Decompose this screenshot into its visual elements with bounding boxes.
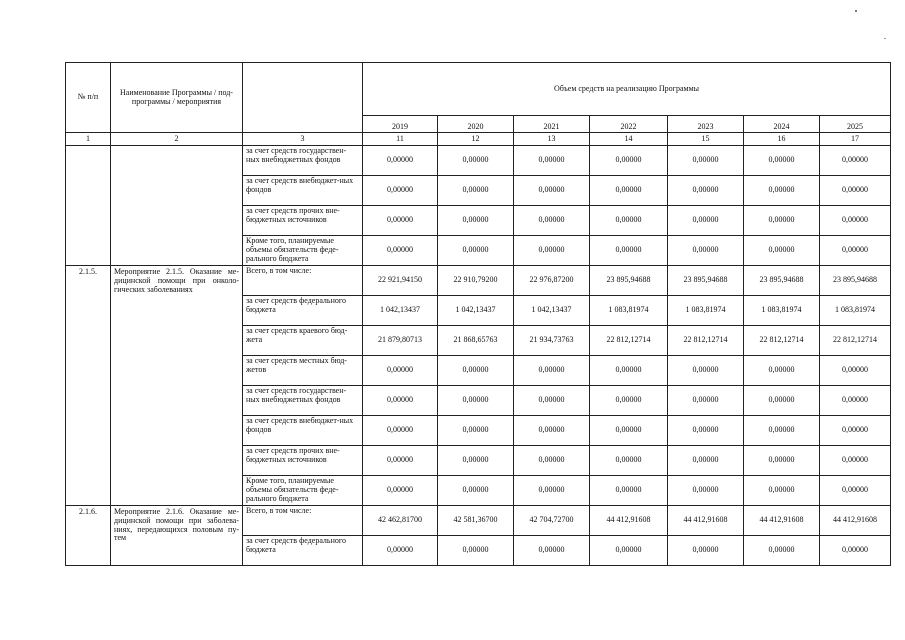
funding-source-cell: за счет средств прочих вне-бюджетных источников — [243, 446, 363, 476]
funding-source-cell: за счет средств федерального бюджета — [243, 296, 363, 326]
value-cell: 0,00000 — [820, 146, 891, 176]
year-cell: 2020 — [438, 116, 514, 133]
value-cell: 22 976,87200 — [514, 266, 590, 296]
year-cell: 2023 — [668, 116, 744, 133]
num-cell-empty — [66, 146, 111, 266]
funding-source-cell: за счет средств прочих вне-бюджетных источников — [243, 206, 363, 236]
value-cell: 0,00000 — [363, 386, 438, 416]
value-cell: 44 412,91608 — [744, 506, 820, 536]
value-cell: 0,00000 — [514, 206, 590, 236]
value-cell: 0,00000 — [668, 536, 744, 566]
col-number: 16 — [744, 133, 820, 146]
value-cell: 0,00000 — [744, 536, 820, 566]
value-cell: 0,00000 — [590, 386, 668, 416]
col-number: 14 — [590, 133, 668, 146]
funding-source-cell: за счет средств государствен-ных внебюджетных фондов — [243, 146, 363, 176]
value-cell: 22 812,12714 — [820, 326, 891, 356]
value-cell: 21 934,73763 — [514, 326, 590, 356]
value-cell: 0,00000 — [363, 206, 438, 236]
value-cell: 0,00000 — [590, 176, 668, 206]
value-cell: 0,00000 — [744, 476, 820, 506]
funding-source-cell: Кроме того, планируемые объемы обязательств феде-рального бюджета — [243, 236, 363, 266]
col-number: 12 — [438, 133, 514, 146]
year-cell: 2022 — [590, 116, 668, 133]
funding-source-cell: за счет средств государствен-ных внебюджетных фондов — [243, 386, 363, 416]
header-row — [66, 63, 891, 116]
value-cell: 22 812,12714 — [744, 326, 820, 356]
col-number: 15 — [668, 133, 744, 146]
funding-source-cell: Всего, в том числе: — [243, 506, 363, 536]
value-cell: 0,00000 — [668, 206, 744, 236]
value-cell: 1 042,13437 — [438, 296, 514, 326]
budget-table — [65, 62, 891, 566]
year-cell: 2024 — [744, 116, 820, 133]
value-cell: 0,00000 — [363, 176, 438, 206]
scan-speck — [884, 38, 886, 39]
col-number: 2 — [111, 133, 243, 146]
value-cell: 0,00000 — [438, 536, 514, 566]
value-cell: 0,00000 — [820, 476, 891, 506]
value-cell: 1 083,81974 — [668, 296, 744, 326]
col-number: 17 — [820, 133, 891, 146]
value-cell: 0,00000 — [438, 146, 514, 176]
value-cell: 0,00000 — [514, 536, 590, 566]
value-cell: 0,00000 — [514, 476, 590, 506]
value-cell: 21 868,65763 — [438, 326, 514, 356]
value-cell: 0,00000 — [363, 236, 438, 266]
value-cell: 0,00000 — [590, 146, 668, 176]
header-name: Наименование Программы / под-программы / мероприятия — [111, 63, 243, 133]
value-cell: 0,00000 — [744, 236, 820, 266]
table-body — [66, 63, 891, 566]
value-cell: 44 412,91608 — [820, 506, 891, 536]
value-cell: 0,00000 — [438, 236, 514, 266]
value-cell: 23 895,94688 — [820, 266, 891, 296]
value-cell: 0,00000 — [820, 536, 891, 566]
value-cell: 22 921,94150 — [363, 266, 438, 296]
table-row — [66, 266, 891, 296]
value-cell: 0,00000 — [438, 416, 514, 446]
header-source — [243, 63, 363, 133]
value-cell: 0,00000 — [514, 356, 590, 386]
value-cell: 0,00000 — [438, 476, 514, 506]
funding-source-cell: Всего, в том числе: — [243, 266, 363, 296]
value-cell: 42 581,36700 — [438, 506, 514, 536]
funding-source-cell: Кроме того, планируемые объемы обязательств феде-рального бюджета — [243, 476, 363, 506]
year-cell: 2021 — [514, 116, 590, 133]
value-cell: 0,00000 — [514, 386, 590, 416]
value-cell: 0,00000 — [438, 206, 514, 236]
value-cell: 0,00000 — [744, 206, 820, 236]
year-cell: 2019 — [363, 116, 438, 133]
value-cell: 0,00000 — [514, 146, 590, 176]
value-cell: 1 042,13437 — [514, 296, 590, 326]
value-cell: 0,00000 — [590, 236, 668, 266]
value-cell: 0,00000 — [668, 446, 744, 476]
value-cell: 0,00000 — [668, 476, 744, 506]
year-cell: 2025 — [820, 116, 891, 133]
value-cell: 1 083,81974 — [744, 296, 820, 326]
value-cell: 0,00000 — [590, 356, 668, 386]
measure-name: Мероприятие 2.1.6. Оказание ме-дицинской помощи при заболева-ниях, передающихся половым пу-тем — [111, 506, 243, 566]
funding-source-cell: за счет средств краевого бюд-жета — [243, 326, 363, 356]
value-cell: 0,00000 — [820, 416, 891, 446]
value-cell: 0,00000 — [514, 176, 590, 206]
value-cell: 0,00000 — [668, 386, 744, 416]
value-cell: 0,00000 — [590, 416, 668, 446]
header-num: № п/п — [66, 63, 111, 133]
funding-source-cell: за счет средств внебюджет-ных фондов — [243, 416, 363, 446]
value-cell: 0,00000 — [744, 416, 820, 446]
value-cell: 42 462,81700 — [363, 506, 438, 536]
value-cell: 0,00000 — [820, 386, 891, 416]
value-cell: 0,00000 — [820, 446, 891, 476]
value-cell: 0,00000 — [363, 356, 438, 386]
value-cell: 1 042,13437 — [363, 296, 438, 326]
value-cell: 0,00000 — [668, 236, 744, 266]
value-cell: 0,00000 — [363, 446, 438, 476]
value-cell: 1 083,81974 — [590, 296, 668, 326]
value-cell: 0,00000 — [668, 176, 744, 206]
value-cell: 42 704,72700 — [514, 506, 590, 536]
value-cell: 0,00000 — [590, 476, 668, 506]
header-volume: Объем средств на реализацию Программы — [363, 63, 891, 116]
value-cell: 23 895,94688 — [590, 266, 668, 296]
col-number: 3 — [243, 133, 363, 146]
value-cell: 0,00000 — [744, 386, 820, 416]
measure-number: 2.1.5. — [66, 266, 111, 506]
value-cell: 21 879,80713 — [363, 326, 438, 356]
value-cell: 0,00000 — [668, 356, 744, 386]
measure-number: 2.1.6. — [66, 506, 111, 566]
value-cell: 0,00000 — [363, 416, 438, 446]
name-cell-empty — [111, 146, 243, 266]
value-cell: 0,00000 — [820, 236, 891, 266]
value-cell: 44 412,91608 — [590, 506, 668, 536]
col-number: 1 — [66, 133, 111, 146]
value-cell: 0,00000 — [363, 476, 438, 506]
value-cell: 0,00000 — [514, 446, 590, 476]
value-cell: 0,00000 — [744, 176, 820, 206]
funding-source-cell: за счет средств федерального бюджета — [243, 536, 363, 566]
funding-source-cell: за счет средств внебюджет-ных фондов — [243, 176, 363, 206]
value-cell: 44 412,91608 — [668, 506, 744, 536]
value-cell: 0,00000 — [514, 416, 590, 446]
column-number-row — [66, 133, 891, 146]
value-cell: 0,00000 — [744, 356, 820, 386]
value-cell: 0,00000 — [438, 446, 514, 476]
value-cell: 0,00000 — [438, 356, 514, 386]
value-cell: 0,00000 — [590, 536, 668, 566]
value-cell: 0,00000 — [744, 446, 820, 476]
value-cell: 23 895,94688 — [668, 266, 744, 296]
value-cell: 0,00000 — [820, 356, 891, 386]
value-cell: 22 910,79200 — [438, 266, 514, 296]
value-cell: 0,00000 — [744, 146, 820, 176]
value-cell: 0,00000 — [668, 416, 744, 446]
value-cell: 0,00000 — [363, 146, 438, 176]
value-cell: 23 895,94688 — [744, 266, 820, 296]
measure-name: Мероприятие 2.1.5. Оказание ме-дицинской помощи при онколо-гических заболеваниях — [111, 266, 243, 506]
value-cell: 1 083,81974 — [820, 296, 891, 326]
value-cell: 0,00000 — [820, 176, 891, 206]
value-cell: 0,00000 — [590, 446, 668, 476]
value-cell: 0,00000 — [363, 536, 438, 566]
value-cell: 0,00000 — [438, 386, 514, 416]
scan-speck — [855, 10, 857, 12]
value-cell: 0,00000 — [438, 176, 514, 206]
table-row — [66, 506, 891, 536]
value-cell: 0,00000 — [820, 206, 891, 236]
col-number: 11 — [363, 133, 438, 146]
value-cell: 22 812,12714 — [668, 326, 744, 356]
table-row — [66, 146, 891, 176]
value-cell: 0,00000 — [668, 146, 744, 176]
value-cell: 22 812,12714 — [590, 326, 668, 356]
col-number: 13 — [514, 133, 590, 146]
funding-source-cell: за счет средств местных бюд-жетов — [243, 356, 363, 386]
value-cell: 0,00000 — [514, 236, 590, 266]
value-cell: 0,00000 — [590, 206, 668, 236]
